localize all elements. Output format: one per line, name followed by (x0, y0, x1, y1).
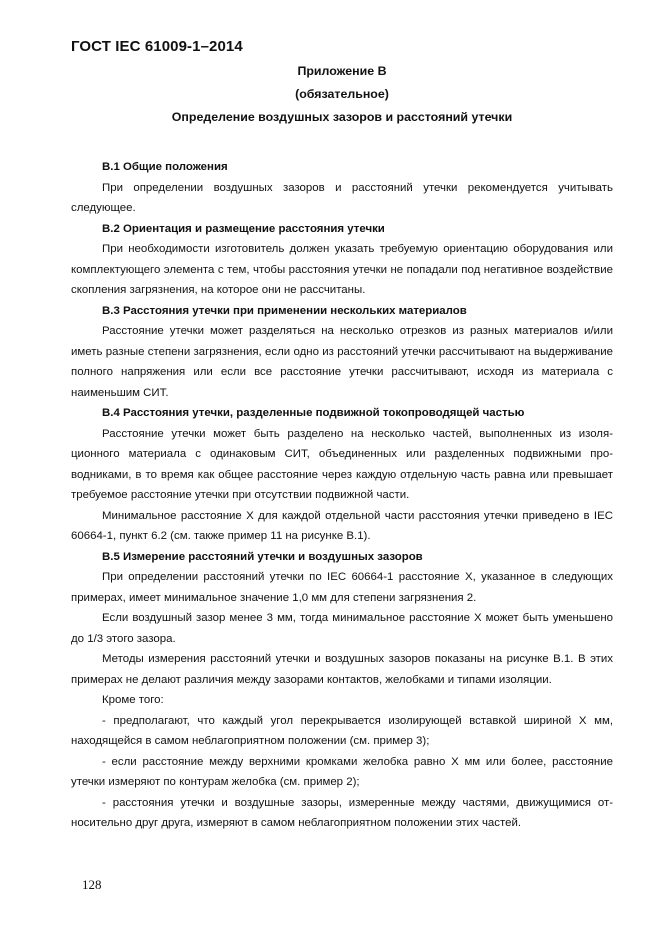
paragraph: При необходимости изготовитель должен указать требуемую ориентацию оборудования или комплектующего элемента с тем, чтобы расстояния утечки не попадали под негативное воздействие скопления загрязнения, на которое они не рассчитаны. (71, 243, 613, 296)
appendix-status: (обязательное) (295, 87, 389, 101)
paragraph: При определении воздушных зазоров и расстояний утечки рекомендуется учитывать следующее. (71, 181, 613, 214)
list-item: - если расстояние между верхними кромками желобка равно X мм или более, расстояние утечки измеряют по контурам желобка (см. пример 2); (71, 755, 613, 788)
standard-designation: ГОСТ IEC 61009-1–2014 (71, 38, 243, 55)
appendix-label: Приложение В (297, 64, 387, 78)
section-heading-b1: В.1 Общие положения (102, 161, 228, 173)
section-heading-b4: В.4 Расстояния утечки, разделенные подвижной токопроводящей частью (102, 407, 525, 419)
appendix-title: Определение воздушных зазоров и расстояний утечки (171, 110, 513, 124)
list-item: - предполагают, что каждый угол перекрывается изолирующей вставкой шириной X мм, находящейся в самом неблагоприятном положении (см. пример 3); (71, 714, 613, 747)
section-heading-b2: В.2 Ориентация и размещение расстояния утечки (102, 222, 385, 235)
paragraph: Минимальное расстояние X для каждой отдельной части расстояния утечки приведено в IEC 60664-1, пункт 6.2 (см. также пример 11 на рисунке В.1). (71, 509, 613, 542)
paragraph: Расстояние утечки может разделяться на несколько отрезков из разных материалов и/или иметь разные степени загрязнения, если одно из расстояний утечки рассчитывают на выдерживание полного напряжения или если все расстояние утечки рассчитывают, исходя из материала с наименьшим СИТ. (71, 325, 613, 399)
list-item: - расстояния утечки и воздушные зазоры, измеренные между частями, движущимися относительно друг друга, измеряют в самом неблагоприятном положении этих частей. (71, 796, 613, 829)
page-number: 128 (82, 877, 102, 892)
paragraph: Методы измерения расстояний утечки и воздушных зазоров показаны на рисунке В.1. В этих примерах не делают различия между зазорами контактов, желобками и типами изоляции. (71, 653, 613, 686)
section-heading-b5: В.5 Измерение расстояний утечки и воздушных зазоров (102, 550, 423, 563)
section-heading-b3: В.3 Расстояния утечки при применении нескольких материалов (102, 304, 467, 317)
paragraph: При определении расстояний утечки по IEC 60664-1 расстояние X, указанное в следующих примерах, имеет минимальное значение 1,0 мм для степени загрязнения 2. (71, 571, 613, 604)
paragraph: Расстояние утечки может быть разделено на несколько частей, выполненных из изоляционного материала с одинаковым СИТ, объединенных или разделенных подвижными проводниками, в то время как общее расстояние через каждую отдельную часть равна или превышает требуемое расстояние утечки при отсутствии подвижной части. (71, 427, 613, 501)
paragraph: Если воздушный зазор менее 3 мм, тогда минимальное расстояние X может быть уменьшено до 1/3 этого зазора. (71, 612, 613, 645)
paragraph: Кроме того: (102, 694, 164, 706)
document-body (71, 157, 613, 834)
